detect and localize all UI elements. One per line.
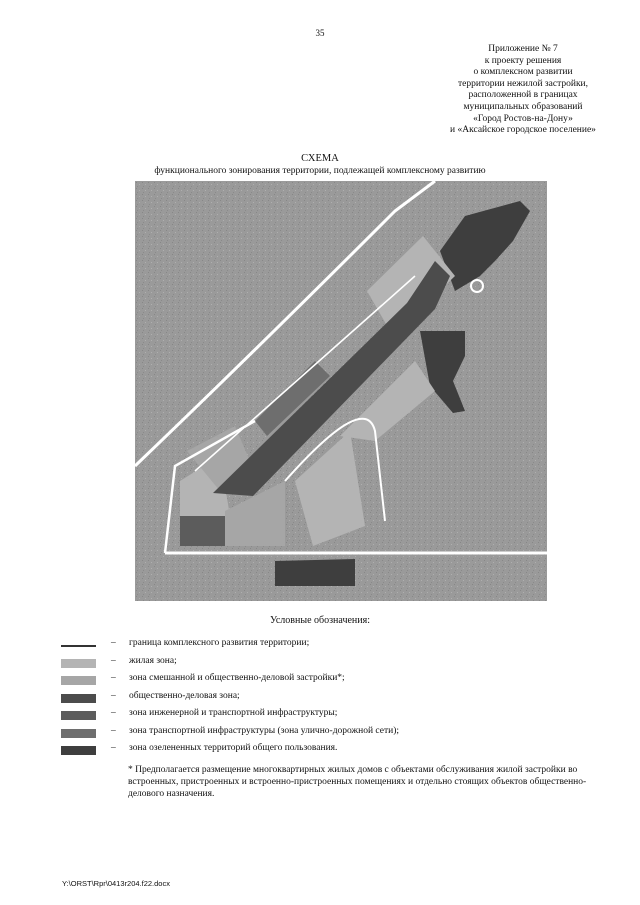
appendix-line: расположенной в границах bbox=[468, 90, 578, 101]
legend-label: зона смешанной и общественно-деловой застройки*; bbox=[129, 673, 345, 683]
appendix-line: Приложение № 7 bbox=[488, 44, 558, 54]
legend-swatch bbox=[61, 694, 96, 703]
legend-swatch bbox=[61, 676, 96, 685]
appendix-line: территории нежилой застройки, bbox=[457, 78, 589, 89]
legend-label: зона транспортной инфраструктуры (зона улично-дорожной сети); bbox=[129, 725, 399, 736]
engineering-zone bbox=[180, 516, 225, 546]
legend-label: зона озелененных территорий общего пользования. bbox=[129, 743, 338, 753]
legend-dash: – bbox=[111, 673, 116, 683]
zoning-map bbox=[135, 181, 547, 601]
appendix-block bbox=[428, 44, 618, 137]
appendix-line: муниципальных образований bbox=[463, 101, 583, 112]
legend-item bbox=[61, 656, 581, 674]
legend-dash: – bbox=[111, 638, 116, 648]
legend-label: граница комплексного развития территории; bbox=[129, 638, 310, 648]
legend-label: зона инженерной и транспортной инфраструктуры; bbox=[129, 708, 338, 718]
file-path: Y:\ORST\Rpr\0413r204.f22.docx bbox=[62, 879, 170, 888]
legend-item bbox=[61, 638, 581, 656]
legend-item bbox=[61, 691, 581, 709]
appendix-line: и «Аксайское городское поселение» bbox=[450, 125, 596, 136]
scheme-subtitle: функционального зонирования территории, подлежащей комплексному развитию bbox=[154, 166, 486, 176]
legend-swatch bbox=[61, 645, 96, 647]
legend-swatch bbox=[61, 711, 96, 720]
legend-dash: – bbox=[111, 690, 116, 701]
appendix-line: «Город Ростов-на-Дону» bbox=[473, 113, 573, 124]
legend-item bbox=[61, 743, 581, 761]
legend-item bbox=[61, 708, 581, 726]
legend-label: общественно-деловая зона; bbox=[129, 690, 240, 701]
legend-item bbox=[61, 673, 581, 691]
legend-dash: – bbox=[111, 708, 116, 718]
legend-dash: – bbox=[111, 655, 116, 666]
footnote: * Предполагается размещение многоквартирных жилых домов с объектами обслуживания жилой застройки во встроенных, пристроенных и встроенно-пристроенных помещениях и отдельно стоящих объектов общественно-делового назначения. bbox=[128, 765, 587, 799]
legend-swatch bbox=[61, 746, 96, 755]
appendix-line: к проекту решения bbox=[484, 55, 562, 66]
legend-heading: Условные обозначения: bbox=[269, 615, 370, 626]
legend-item bbox=[61, 726, 581, 744]
legend-dash: – bbox=[111, 725, 116, 736]
legend-swatch bbox=[61, 729, 96, 738]
scheme-title: СХЕМА bbox=[301, 153, 339, 164]
page-number: 35 bbox=[315, 28, 325, 38]
legend-label: жилая зона; bbox=[129, 655, 177, 666]
legend-dash: – bbox=[111, 743, 116, 753]
green-zone-south bbox=[275, 559, 355, 586]
appendix-line: о комплексном развитии bbox=[473, 67, 573, 78]
legend-swatch bbox=[61, 659, 96, 668]
legend bbox=[61, 638, 581, 761]
